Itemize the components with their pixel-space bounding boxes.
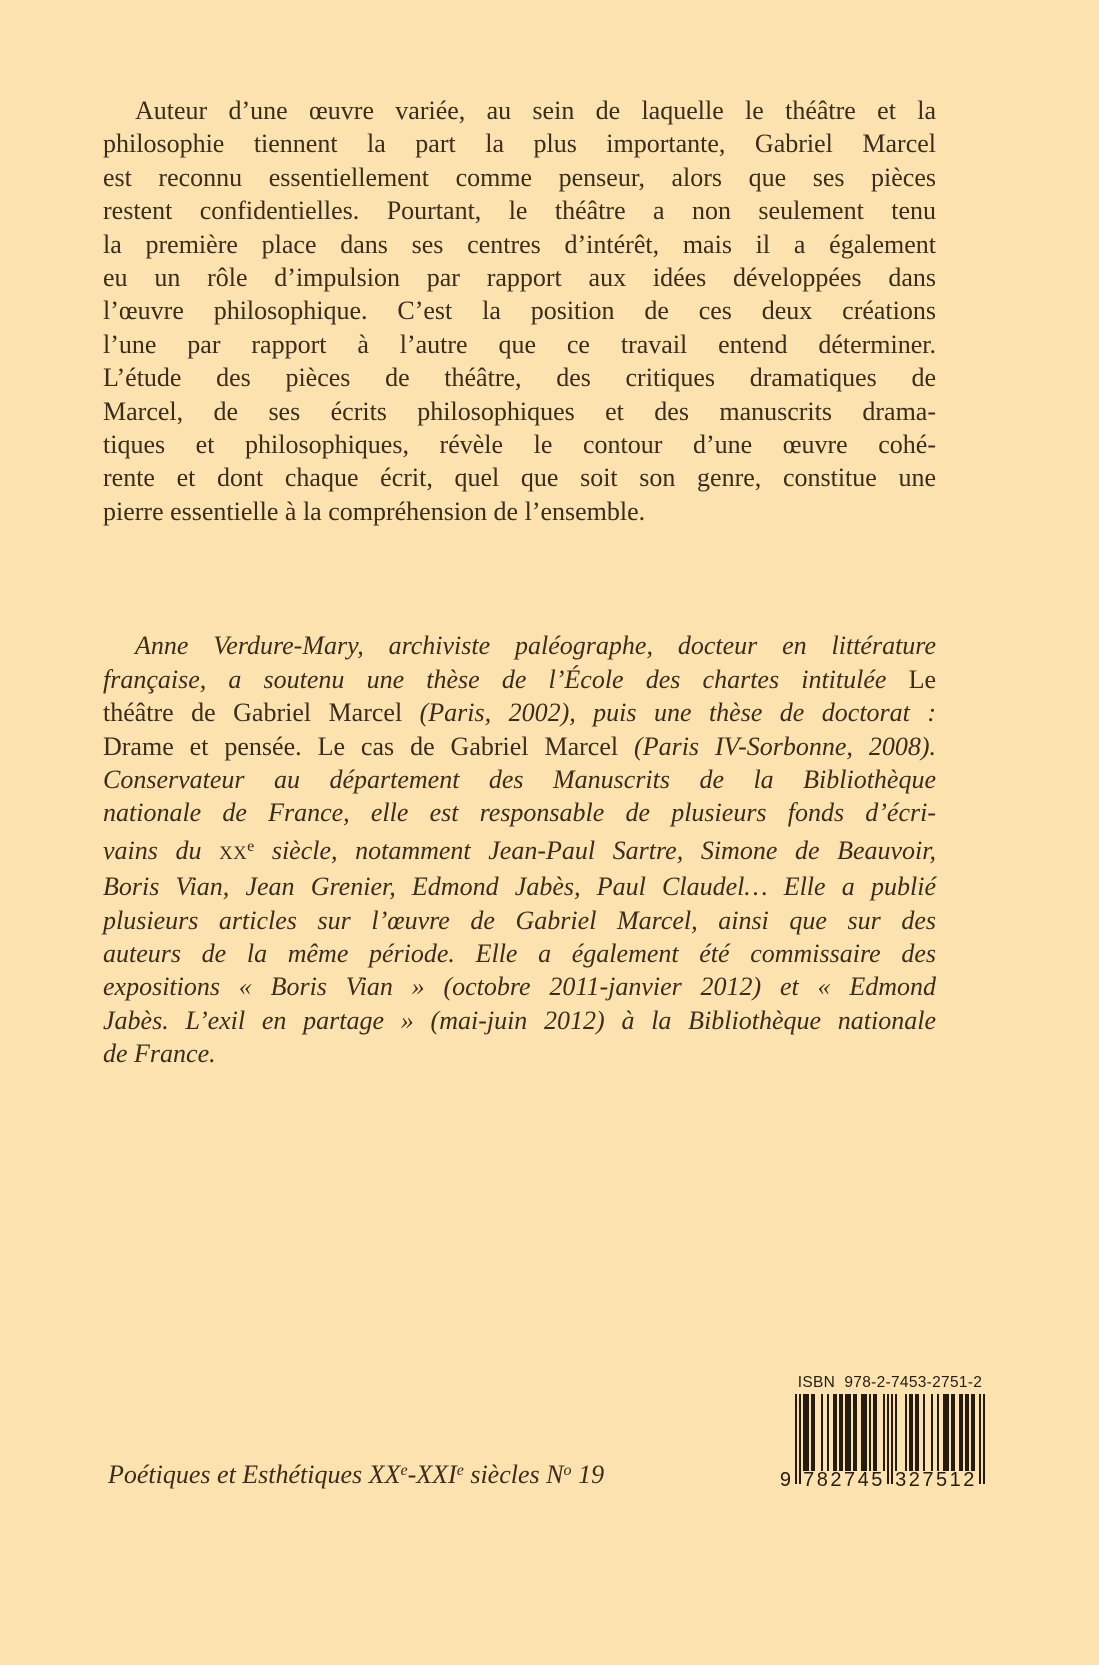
text-line: Marcel, de ses écrits philosophiques et des manuscrits drama-	[103, 396, 936, 426]
text-line: expositions « Boris Vian » (octobre 2011-janvier 2012) et « Edmond	[103, 972, 936, 1002]
text-line: la première place dans ses centres d’intérêt, mais il a également	[103, 229, 936, 259]
ean-digit-first: 9	[779, 1469, 791, 1491]
text-line: Poétiques et Esthétiques XXe-XXIe siècles $N^o$ 19	[108, 1460, 605, 1490]
text-line: auteurs de la même période. Elle a également été commissaire des	[103, 938, 936, 968]
text-line: Drame et pensée. Le cas de Gabriel Marcel (Paris IV-Sorbonne, 2008).	[103, 731, 936, 761]
text-line: Boris Vian, Jean Grenier, Edmond Jabès, Paul Claudel… Elle a publié	[103, 872, 936, 902]
text-line: L’étude des pièces de théâtre, des critiques dramatiques de	[103, 363, 936, 393]
barcode-block	[779, 1374, 985, 1496]
text-line: Conservateur au département des Manuscrits de la Bibliothèque	[103, 764, 936, 794]
author-bio-paragraph	[103, 629, 936, 1070]
text-line: Auteur d’une œuvre variée, au sein de laquelle le théâtre et la	[135, 96, 936, 125]
series-title	[108, 1454, 604, 1491]
text-line: l’une par rapport à l’autre que ce travail entend déterminer.	[103, 329, 936, 359]
text-line: pierre essentielle à la compréhension de l’ensemble.	[103, 496, 646, 526]
text-line: est reconnu essentiellement comme penseur, alors que ses pièces	[103, 162, 936, 192]
text-line: de France.	[103, 1039, 216, 1069]
text-line: philosophie tiennent la part la plus importante, Gabriel Marcel	[103, 129, 936, 159]
text-line: nationale de France, elle est responsable de plusieurs fonds d’écri-	[103, 798, 936, 828]
text-line: vains du XXe siècle, notamment Jean-Paul Sartre, Simone de Beauvoir,	[103, 835, 937, 865]
text-line: tiques et philosophiques, révèle le contour d’une œuvre cohé-	[103, 430, 936, 460]
isbn-label: ISBN 978-2-7453-2751-2	[797, 1374, 983, 1391]
text-line: théâtre de Gabriel Marcel (Paris, 2002), puis une thèse de doctorat :	[103, 698, 936, 728]
text-line: plusieurs articles sur l’œuvre de Gabriel Marcel, ainsi que sur des	[103, 905, 936, 935]
ean-digits-right: 327512	[895, 1469, 977, 1491]
text-line: restent confidentielles. Pourtant, le théâtre a non seulement tenu	[103, 196, 936, 226]
text-line: eu un rôle d’impulsion par rapport aux idées développées dans	[103, 263, 936, 293]
text-line: Anne Verdure-Mary, archiviste paléographe, docteur en littérature	[135, 631, 936, 661]
text-line: rente et dont chaque écrit, quel que soit son genre, constitue une	[103, 463, 936, 493]
text-line: l’œuvre philosophique. C’est la position de ces deux créations	[103, 296, 936, 326]
text-block	[103, 94, 936, 1071]
text-line: Jabès. L’exil en partage » (mai-juin 2012) à la Bibliothèque nationale	[103, 1005, 936, 1035]
text-line: française, a soutenu une thèse de l’École des chartes intitulée Le	[103, 664, 936, 694]
ean-digits-left: 782745	[803, 1469, 885, 1491]
synopsis-paragraph	[103, 94, 936, 528]
